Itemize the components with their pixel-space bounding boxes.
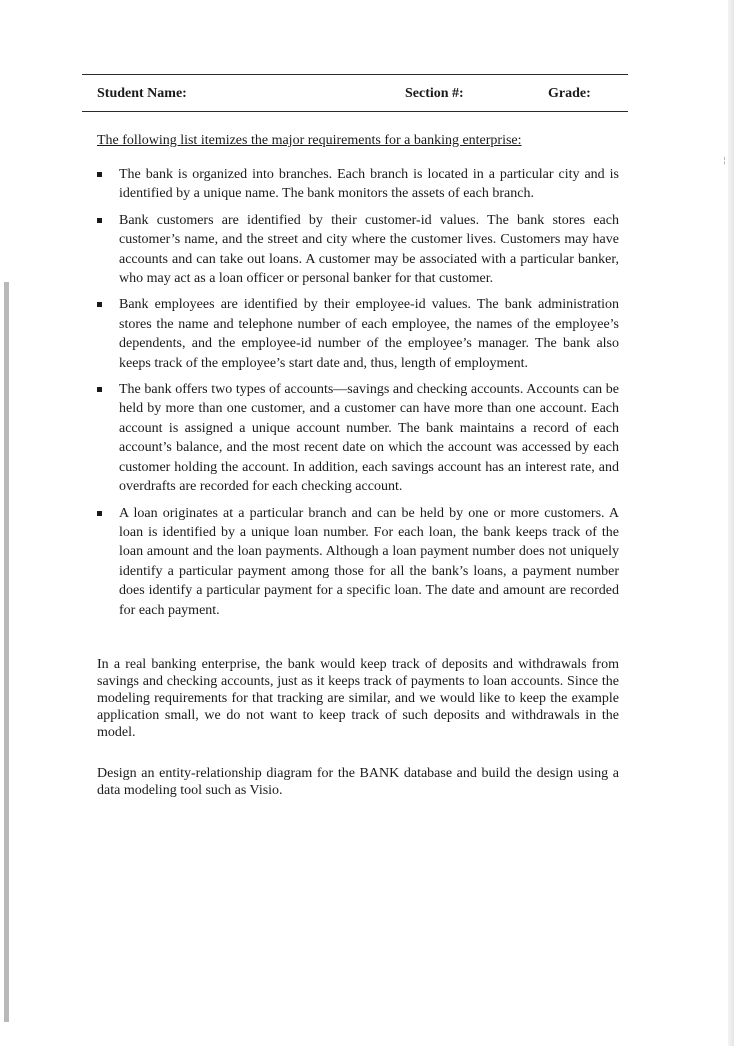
requirement-branches (97, 165, 619, 204)
bullet-icon (97, 302, 102, 307)
student-name-label: Student Name: (97, 86, 187, 101)
requirement-text: Bank customers are identified by their customer-id values. The bank stores each customer’s name, and the street and city where the customer lives. Customers may have accounts and can take out loans. A customer may be associated with a particular banker, who may act as a loan officer or personal banker for that customer. (119, 212, 619, 287)
bullet-icon (97, 511, 102, 516)
bullet-icon (97, 218, 102, 223)
page-edge-right (728, 0, 734, 1046)
bullet-icon (97, 387, 102, 392)
grade-label: Grade: (548, 86, 591, 101)
requirement-text: A loan originates at a particular branch and can be held by one or more customers. A loan is identified by a unique loan number. For each loan, the bank keeps track of the loan amount and the loan payments. Although a loan payment number does not uniquely identify a particular payment among those for all the bank’s loans, a payment number does identify a particular payment for a specific loan. The date and amount are recorded for each payment. (119, 505, 619, 618)
requirement-accounts (97, 380, 619, 496)
requirement-employees (97, 295, 619, 373)
deposits-paragraph: In a real banking enterprise, the bank would keep track of deposits and withdrawals from savings and checking accounts, just as it keeps track of payments to loan accounts. Since the modeling requirements for that tracking are similar, and we would like to keep the example application small, we do not want to keep track of such deposits and withdrawals in the model. (97, 657, 619, 740)
bullet-icon (97, 172, 102, 177)
task-paragraph: Design an entity-relationship diagram for the BANK database and build the design using a data modeling tool such as Visio. (97, 766, 619, 798)
edge-mark: ¦ (722, 156, 726, 166)
requirement-loans (97, 504, 619, 620)
requirements-list (97, 165, 619, 627)
requirements-intro: The following list itemizes the major requirements for a banking enterprise: (97, 133, 522, 148)
page-edge-left (4, 282, 9, 1022)
section-number-label: Section #: (405, 86, 464, 101)
student-info-header (82, 74, 628, 112)
requirement-text: Bank employees are identified by their employee-id values. The bank administration stores the name and telephone number of each employee, the names of the employee’s dependents, and the employee-id number of the employee’s manager. The bank also keeps track of the employee’s start date and, thus, length of employment. (119, 297, 619, 371)
requirement-text: The bank offers two types of accounts—savings and checking accounts. Accounts can be held by more than one customer, and a customer can have more than one account. Each account is assigned a unique account number. The bank maintains a record of each account’s balance, and the most recent date on which the account was accessed by each customer holding the account. In addition, each savings account has an interest rate, and overdrafts are recorded for each checking account. (119, 382, 619, 495)
requirement-text: The bank is organized into branches. Each branch is located in a particular city and is identified by a unique name. The bank monitors the assets of each branch. (119, 167, 619, 202)
requirement-customers (97, 211, 619, 289)
